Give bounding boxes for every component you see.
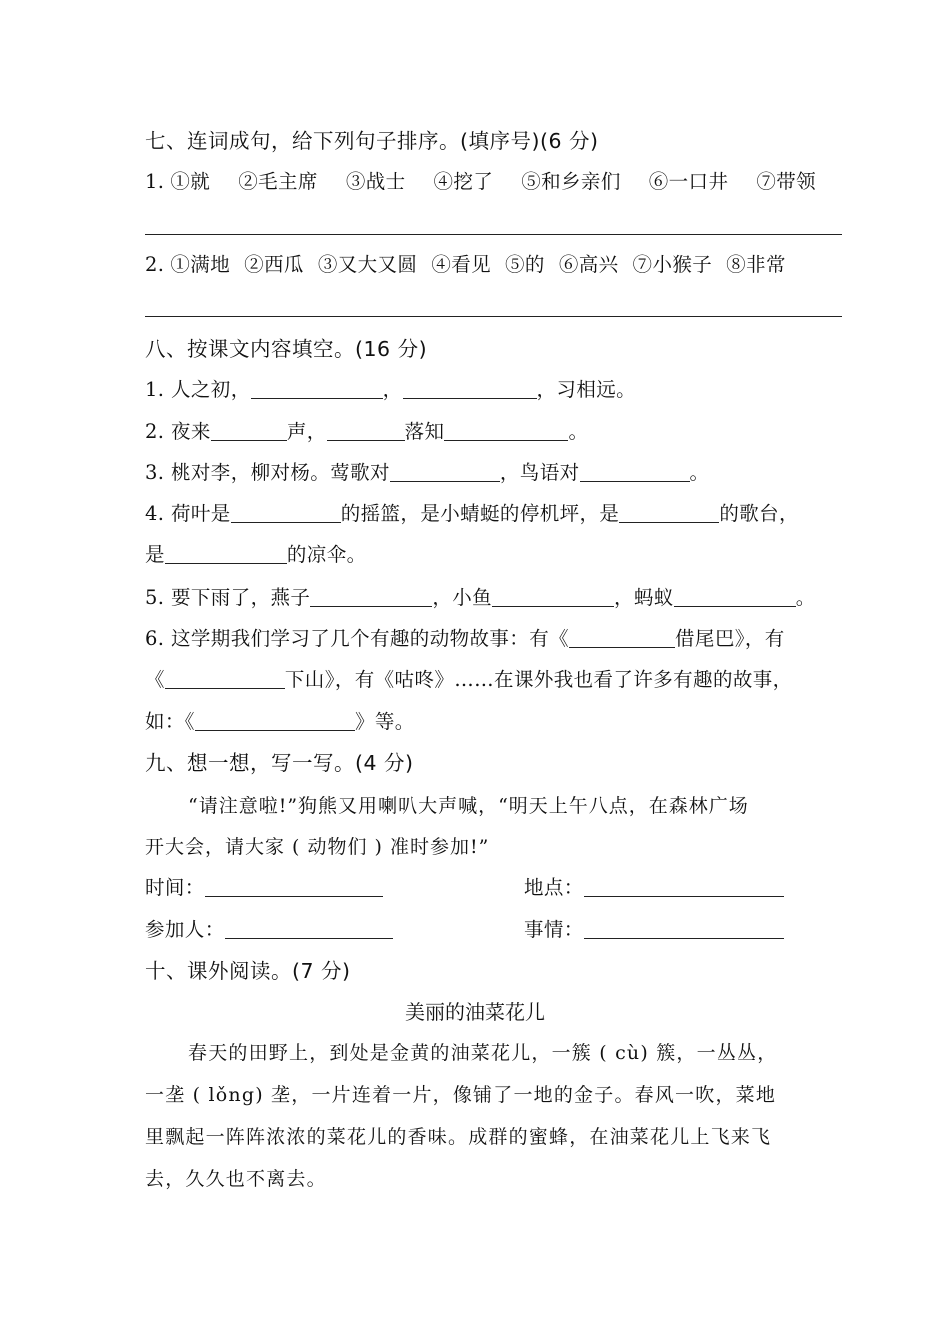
question-7-1 — [145, 168, 842, 196]
text-segment: 如：《 — [145, 710, 195, 733]
word-option: ⑥一口井 — [648, 170, 729, 193]
text-segment: 的凉伞。 — [286, 543, 367, 566]
notice-line-1: “请注意啦!”狗熊又用喇叭大声喊，“明天上午八点，在森林广场 — [188, 795, 749, 817]
notice-line-2: 开大会，请大家 ( 动物们 ) 准时参加!” — [145, 836, 490, 858]
text-segment: 落知 — [404, 420, 445, 443]
text-segment: 1. 人之初， — [145, 378, 251, 401]
fill-line-8-1 — [145, 376, 842, 404]
text-segment: 3. 桃对李，柳对杨。莺歌对 — [145, 461, 390, 484]
section-9-title: 九、想一想，写一写。(4 分) — [145, 751, 414, 775]
word-option: ①满地 — [170, 253, 231, 276]
word-option: ⑤的 — [505, 253, 545, 276]
people-label: 参加人： — [145, 918, 225, 941]
word-option: ⑤和乡亲们 — [521, 170, 621, 193]
text-segment: ，习相远。 — [536, 378, 637, 401]
word-option: ①就 — [170, 170, 211, 193]
fill-line-8-4 — [145, 500, 842, 528]
word-option: ③又大又圆 — [317, 253, 418, 276]
fill-blank[interactable] — [211, 418, 287, 441]
text-segment: 的摇篮，是小蜻蜓的停机坪，是 — [340, 502, 620, 525]
event-label: 事情： — [524, 918, 584, 941]
text-segment: 声， — [286, 420, 327, 443]
fill-blank[interactable] — [231, 500, 341, 523]
text-segment: 5. 要下雨了，燕子 — [145, 586, 311, 609]
passage-line-3: 里飘起一阵阵浓浓的菜花儿的香味。成群的蜜蜂，在油菜花儿上飞来飞 — [145, 1126, 772, 1148]
fill-blank[interactable] — [390, 459, 500, 482]
fill-blank[interactable] — [674, 584, 796, 607]
question-number: 2. — [145, 253, 165, 276]
word-option: ③战士 — [345, 170, 406, 193]
time-label: 时间： — [145, 876, 205, 899]
passage-title: 美丽的油菜花儿 — [405, 1000, 545, 1024]
text-segment: 的歌台， — [719, 502, 799, 525]
question-number: 1. — [145, 170, 165, 193]
text-segment: ，蚂蚁 — [614, 586, 674, 609]
text-segment: ， — [382, 378, 403, 401]
question-7-2 — [145, 251, 842, 279]
fill-line-8-5 — [145, 584, 842, 612]
time-blank[interactable] — [205, 874, 383, 897]
text-segment: 》等。 — [354, 710, 415, 733]
text-segment: 借尾巴》，有 — [675, 627, 785, 650]
fill-line-8-4b — [145, 541, 842, 569]
event-blank[interactable] — [584, 916, 784, 939]
fill-blank[interactable] — [310, 584, 432, 607]
fill-line-8-6c — [145, 708, 842, 736]
text-segment: ，小鱼 — [432, 586, 493, 609]
word-option: ⑥高兴 — [558, 253, 619, 276]
place-blank[interactable] — [584, 874, 784, 897]
fill-blank[interactable] — [251, 376, 383, 399]
event-field — [524, 916, 784, 944]
fill-blank[interactable] — [403, 376, 537, 399]
text-segment: 4. 荷叶是 — [145, 502, 231, 525]
place-label: 地点： — [524, 876, 584, 899]
word-option: ②西瓜 — [244, 253, 304, 276]
word-option: ⑧非常 — [726, 253, 786, 276]
passage-line-4: 去，久久也不离去。 — [145, 1168, 327, 1190]
fill-blank[interactable] — [619, 500, 719, 523]
text-segment: 6. 这学期我们学习了几个有趣的动物故事：有《 — [145, 627, 570, 650]
fill-blank[interactable] — [165, 541, 287, 564]
fill-blank[interactable] — [195, 708, 355, 731]
fill-line-8-6b — [145, 666, 842, 694]
text-segment: 《 — [145, 668, 165, 691]
text-segment: 是 — [145, 543, 165, 566]
word-option: ⑦带领 — [756, 170, 817, 193]
word-option: ④看见 — [431, 253, 492, 276]
text-segment: 。 — [689, 461, 710, 484]
answer-line-7-2[interactable] — [145, 316, 842, 317]
text-segment: ，鸟语对 — [499, 461, 580, 484]
word-option: ②毛主席 — [238, 170, 318, 193]
passage-line-1: 春天的田野上，到处是金黄的油菜花儿，一簇 ( cù) 簇，一丛丛， — [188, 1042, 778, 1064]
text-segment: 。 — [795, 586, 816, 609]
section-7-title: 七、连词成句，给下列句子排序。(填序号)(6 分) — [145, 129, 599, 153]
fill-line-8-6 — [145, 625, 842, 653]
fill-blank[interactable] — [165, 666, 285, 689]
section-10-title: 十、课外阅读。(7 分) — [145, 959, 351, 983]
fill-blank[interactable] — [580, 459, 690, 482]
text-segment: 2. 夜来 — [145, 420, 211, 443]
text-segment: 下山》，有《咕咚》……在课外我也看了许多有趣的故事， — [284, 668, 793, 691]
word-option: ⑦小猴子 — [632, 253, 713, 276]
section-8-title: 八、按课文内容填空。(16 分) — [145, 337, 428, 361]
word-option: ④挖了 — [433, 170, 494, 193]
fill-blank[interactable] — [492, 584, 614, 607]
fill-line-8-3 — [145, 459, 842, 487]
fill-blank[interactable] — [327, 418, 405, 441]
text-segment: 。 — [568, 420, 589, 443]
fill-line-8-2 — [145, 418, 842, 446]
place-field — [524, 874, 784, 902]
people-blank[interactable] — [225, 916, 393, 939]
passage-line-2: 一垄 ( lǒng) 垄，一片连着一片，像铺了一地的金子。春风一吹，菜地 — [145, 1084, 777, 1106]
fill-blank[interactable] — [444, 418, 568, 441]
fill-blank[interactable] — [569, 625, 675, 648]
answer-line-7-1[interactable] — [145, 234, 842, 235]
